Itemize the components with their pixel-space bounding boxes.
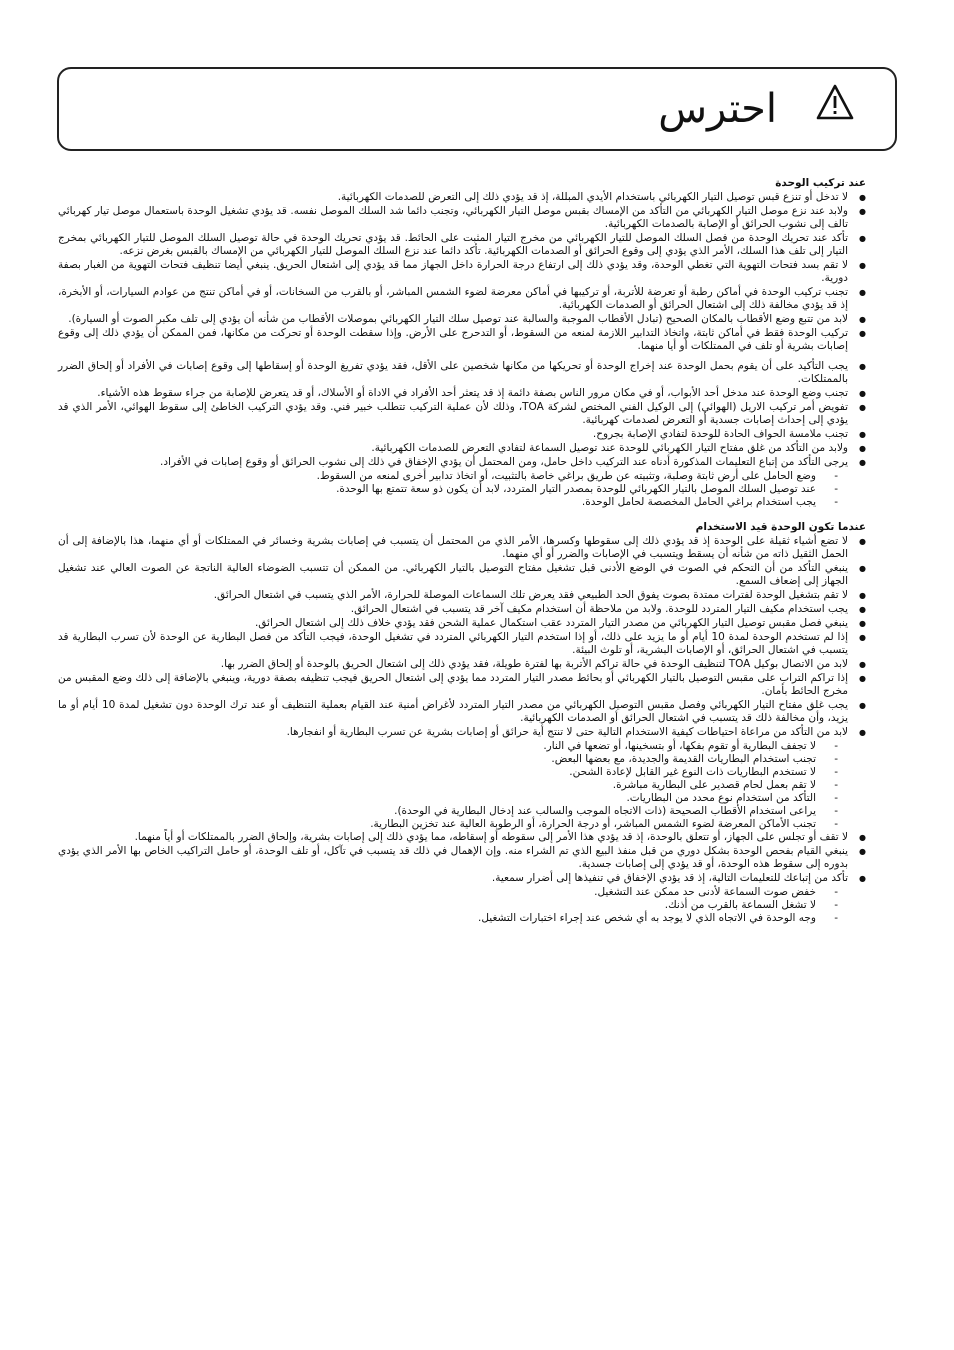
list-item: ● ينبغي فصل مقبس توصيل التيار الكهربائي من مصدر التيار المتردد عقب استكمال عملية الشحن فقد يؤدي خلاف ذلك إلى اشتعال الحرائق. [58, 617, 866, 630]
list-item: ● لابد من التأكد من مراعاة احتياطات كيفية الاستخدام التالية حتى لا تنتج أية حرائق أو إصابات بشرية عن تسرب البطارية أو انفجارها. [58, 726, 866, 739]
sub-list-item: - عند توصيل السلك الموصل بالتيار الكهربائي للوحدة بمصدر التيار المتردد، لابد أن يكون ذو سعة تتمتع بها الوحدة. [58, 483, 866, 496]
installation-list [58, 191, 866, 469]
sub-list-item: - التأكد من استخدام نوع محدد من البطاريات. [58, 792, 866, 805]
section-heading-installation: عند تركيب الوحدة [775, 177, 866, 189]
list-item: ● لابد من تتبع وضع الأقطاب بالمكان الصحيح (تبادل الأقطاب الموجبة والسالبة عند توصيل سلك التيار الكهربائي بموصلات الأقطاب من شأنه أن يؤدي إلى تلف مكبر الصوت أو السيارة). [58, 313, 866, 326]
sub-list-item: - يراعى استخدام الأقطاب الصحيحة (ذات الاتجاه الموجب والسالب عند إدخال البطارية في الوحدة). [58, 805, 866, 818]
list-item: ● تجنب وضع الوحدة عند مدخل أحد الأبواب، أو في مكان مرور الناس بصفة دائمة إذ قد يتعثر أحد الأفراد في الاداة أو الأسلاك، أو قد يتعرض للإصابة من جراء سقوط هذه الأشياء. [58, 387, 866, 400]
list-item: ● تأكد عند تحريك الوحدة من فصل السلك الموصل للتيار الكهربائي من مخرج التيار المثبت على الحائط. قد يؤدي تحريك الوحدة في حالة توصيل السلك الموصل للتيار الكهربائي بمخرج التيار إلى تلف هذا السلك، الأمر الذي يؤدي إلى وقوع الحرائق أو الصدمات الكهربائية. تأكد دائما عند نزع السلك الموصل للتيار الكهربائي من الإمساك بالقبس بغرض نزعه. [58, 232, 866, 258]
list-item: ● ولابد عند نزع موصل التيار الكهربائي من التأكد من الإمساك بقبس موصل التيار الكهربائي، وتجنب دائما شد السلك الموصل نفسه. قد يؤدي تشغيل الوحدة باستعمال موصل تيار كهربائي تالف إلى نشوب الحرائق أو الإصابة بالصدمات الكهربائية. [58, 205, 866, 231]
sub-list-item: - تجنب الأماكن المعرضة لضوء الشمس المباشر، أو درجة الحرارة، أو الرطوبة العالية عند تخزين البطارية. [58, 818, 866, 831]
list-item: ● يجب التأكيد على أن يقوم بحمل الوحدة عند إخراج الوحدة أو تحريكها من مكانها شخصين على الأقل، فقد يؤدي تفريغ الوحدة أو إسقاطها إلى وقوع إصابات في الأفراد أو إلحاق الضرر بالممتلكات. [58, 360, 866, 386]
rack-sublist [58, 470, 866, 509]
sub-list-item: - تجنب استخدام البطاريات القديمة والجديدة، مع بعضها البعض. [58, 753, 866, 766]
list-item: ● لا تضع أشياء ثقيلة على الوحدة إذ قد يؤدي ذلك إلى سقوطها وكسرها، الأمر الذي من المحتمل أن يتسبب في إصابات بشرية وخسائر في الممتلكات أو أي منهما، هذا بالإضافة إلى أن الحمل الثقيل ذاته من شأنه أن يسقط ويتسبب في الإصابات والضرر أو أي منهما. [58, 535, 866, 561]
list-item: ● يجب استخدام مكيف التيار المتردد للوحدة. ولابد من ملاحظة أن استخدام مكيف آخر قد يتسبب في اشتعال الحرائق. [58, 603, 866, 616]
list-item: ● تجنب تركيب الوحدة في أماكن رطبة أو تعرضة للأتربة، أو تركيبها في أماكن معرضة لضوء الشمس المباشر، أو بالقرب من السخانات، أو في أماكن تنتج من عوادم السيارات، أو الأبخرة، إذ قد يؤدي مخالفة ذلك إلى اشتعال الحرائق أو الصدمات الكهربائية. [58, 286, 866, 312]
sub-list-item: - يجب استخدام براغي الحامل المخصصة لحامل الوحدة. [58, 496, 866, 509]
list-item: ● تركيب الوحدة فقط في أماكن ثابتة، واتخاذ التدابير اللازمة لمنعه من السقوط، أو التدحرج على الأرض. وإذا سقطت الوحدة أو تحركت من مكانها، فمن الممكن أن يؤدي ذلك إلى وقوع إصابات بشرية أو تلف في الممتلكات أو أيا منهما. [58, 327, 866, 353]
list-item: ● تجنب ملامسة الحواف الحادة للوحدة لتفادي الإصابة بجروح. [58, 428, 866, 441]
in-use-list-continued [58, 831, 866, 885]
sub-list-item: - لا تستخدم البطاريات ذات النوع غير القابل لإعادة الشحن. [58, 766, 866, 779]
caution-title: احترس [658, 86, 777, 132]
list-item: ● تأكد من إتباعك للتعليمات التالية، إذ قد يؤدي الإخفاق في تنفيذها إلى أضرار سمعية. [58, 872, 866, 885]
list-item: ● لا تقم بسد فتحات التهوية التي تغطي الوحدة، وقد يؤدي ذلك إلى ارتفاع درجة الحرارة داخل الجهاز مما قد يؤدي إلى اشتعال الحريق. ينبغي أيضا تنظيف فتحات التهوية من الغبار بصفة دورية. [58, 259, 866, 285]
sub-list-item: - لا تشغل السماعة بالقرب من أذنك. [58, 899, 866, 912]
section-heading-in-use: عندما تكون الوحدة قيد الاستخدام [695, 521, 866, 533]
list-item: ● إذا لم تستخدم الوحدة لمدة 10 أيام أو ما يزيد على ذلك، أو إذا استخدم التيار الكهربائي المتردد في تشغيل الوحدة، فيجب التأكد من فصل البطارية عن الوحدة لأن تسرب البطارية قد يتسبب في اشتعال الحرائق، أو الإصابات البشرية، أو تلوث البيئة. [58, 631, 866, 657]
list-item: ● لابد من الاتصال بوكيل TOA لتنظيف الوحدة في حالة تراكم الأتربة بها لفترة طويلة، فقد يؤدي ذلك إلى اشتعال الحريق بالوحدة أو إلحاق الضرر بها. [58, 658, 866, 671]
list-item: ● إذا تراكم التراب على مقبس التوصيل بالتيار الكهربائي أو بحائط مصدر التيار المتردد مما يؤدي إلى اشتعال الحريق فيجب تنظيفه بصفة دورية، وينبغي بالإضافة إلى ذلك وضع المقبس من مخرج الحائط بأمان. [58, 672, 866, 698]
list-item: ● لا تقم بتشغيل الوحدة لفترات ممتدة بصوت يفوق الحد الطبيعي فقد يعرض تلك السماعات الموصلة للحرارة، الأمر الذي يتسبب في اشتعال الحرائق. [58, 589, 866, 602]
battery-sublist [58, 740, 866, 831]
list-item: ● تفويض أمر تركيب الاريل (الهوائي) إلى الوكيل الفني المختص لشركة TOA، وذلك لأن عملية التركيب تتطلب خبير فني. وقد يؤدي التركيب الخاطئ إلى سقوط الهوائي، الأمر الذي قد يؤدي إلى إحداث إصابات جسدية أو التعرض لصدمات كهربائية. [58, 401, 866, 427]
caution-banner [57, 67, 897, 151]
sub-list-item: - وضع الحامل على أرض ثابتة وصلبة، وتثبيته عن طريق براغي خاصة بالتثبيت، أو اتخاذ تدابير أخرى لمنعه من السقوط. [58, 470, 866, 483]
in-use-list [58, 535, 866, 739]
sub-list-item: - وجه الوحدة في الاتجاه الذي لا يوجد به أي شخص عند إجراء اختبارات التشغيل. [58, 912, 866, 925]
sub-list-item: - خفض صوت السماعة لأدنى حد ممكن عند التشغيل. [58, 886, 866, 899]
warning-triangle-icon [815, 83, 855, 121]
list-item: ● يجب غلق مفتاح التيار الكهربائي وفصل مقبس التوصيل الكهربائي من مصدر التيار المتردد لأغراض أمنية عند القيام بعملية التنظيف أو عند ترك الوحدة دون تشغيل لمدة 10 أيام أو ما يزيد، وأن مخالفة ذلك قد يتسبب في اشتعال الحرائق أو الصدمات الكهربائية. [58, 699, 866, 725]
list-item: ● ينبغي القيام بفحص الوحدة بشكل دوري من قبل منفذ البيع الذي تم الشراء منه. وإن الإهمال في ذلك قد يتسبب في تآكل، أو تلف الوحدة، أو حامل التراكيب الخاص بها الأمر الذي يؤدي بدوره إلى سقوط هذه الوحدة، أو قد يؤدي إلى إصابات جسدية. [58, 845, 866, 871]
sub-list-item: - لا تجفف البطارية أو تقوم بفكها، أو بتسخينها، أو تضعها في النار. [58, 740, 866, 753]
list-item: ● لا تقف أو تجلس على الجهاز، أو تتعلق بالوحدة، إذ قد يؤدي هذا الأمر إلى سقوطه أو إسقاطه، مما يؤدي ذلك إلى إصابات بشرية، وإلحاق الضرر بالممتلكات أو أياً منهما. [58, 831, 866, 844]
list-item: ● ينبغي التأكد من أن التحكم في الصوت في الوضع الأدنى قبل تشغيل مفتاح التوصيل بالتيار الكهربائي. من الممكن أن تتسبب الضوضاء العالية الناتجة عن الصوت العالي عند تشغيل الجهاز إلى إضعاف السمع. [58, 562, 866, 588]
safety-text [58, 177, 866, 925]
hearing-sublist [58, 886, 866, 925]
sub-list-item: - لا تقم بعمل لحام قصدير على البطارية مباشرة. [58, 779, 866, 792]
list-item: ● ولابد من التأكد من غلق مفتاح التيار الكهربائي للوحدة عند توصيل السماعة لتفادي التعرض للصدمات الكهربائية. [58, 442, 866, 455]
list-item: ● يرجى التأكد من إتباع التعليمات المذكورة أدناه عند التركيب داخل حامل، ومن المحتمل أن يؤدي الإخفاق في ذلك إلى نشوب الحرائق أو وقوع إصابات في الأفراد. [58, 456, 866, 469]
list-item: ● لا تدخل أو تنزع قبس توصيل التيار الكهربائي باستخدام الأيدي المبللة، إذ قد يؤدي ذلك إلى التعرض للصدمات الكهربائية. [58, 191, 866, 204]
